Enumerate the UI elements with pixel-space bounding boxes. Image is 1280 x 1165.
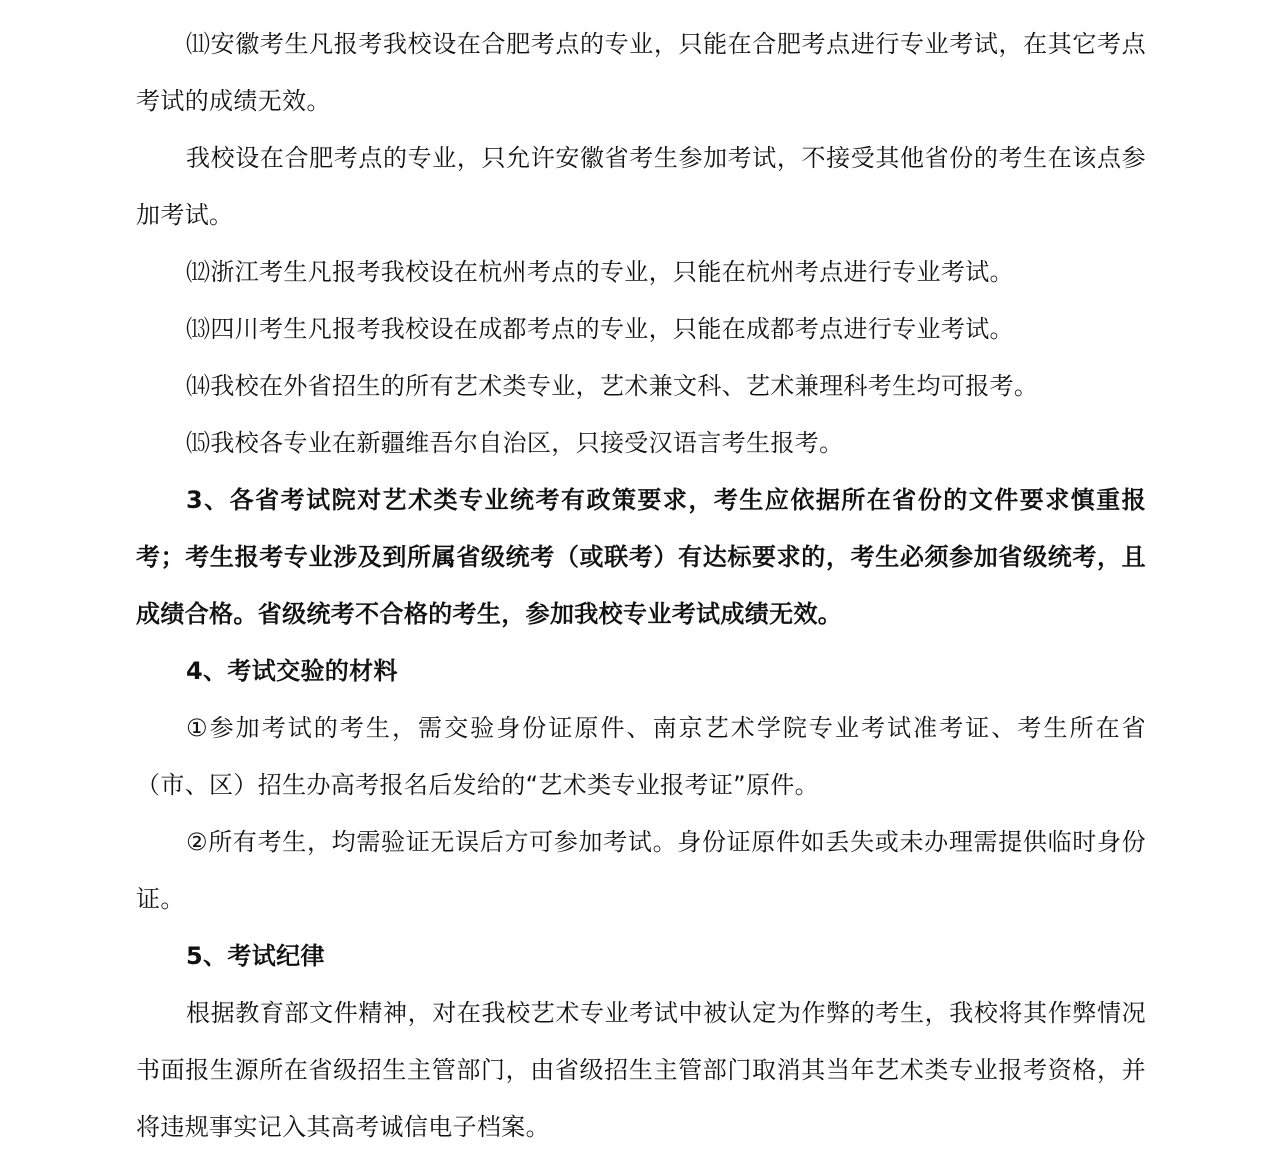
- paragraph-anhui-exam-site: ⑾安徽考生凡报考我校设在合肥考点的专业，只能在合肥考点进行专业考试，在其它考点考试的成绩无效。: [136, 30, 1146, 115]
- paragraph-hefei-restriction: 我校设在合肥考点的专业，只允许安徽省考生参加考试，不接受其他省份的考生在该点参加考试。: [136, 144, 1146, 229]
- heading-exam-materials: 4、考试交验的材料: [186, 657, 398, 685]
- document-body: [136, 16, 1146, 1156]
- heading-exam-discipline: 5、考试纪律: [186, 942, 325, 970]
- paragraph-materials-required: ①参加考试的考生，需交验身份证原件、南京艺术学院专业考试准考证、考生所在省（市、区）招生办高考报名后发给的“艺术类专业报考证”原件。: [136, 714, 1146, 799]
- paragraph-provincial-exam-policy: 3、各省考试院对艺术类专业统考有政策要求，考生应依据所在省份的文件要求慎重报考；考生报考专业涉及到所属省级统考（或联考）有达标要求的，考生必须参加省级统考，且成绩合格。省级统考不合格的考生，参加我校专业考试成绩无效。: [136, 486, 1146, 628]
- paragraph-xinjiang-restriction: ⒂我校各专业在新疆维吾尔自治区，只接受汉语言考生报考。: [186, 429, 844, 457]
- paragraph-art-majors-eligibility: ⒁我校在外省招生的所有艺术类专业，艺术兼文科、艺术兼理科考生均可报考。: [186, 372, 1039, 400]
- paragraph-verification: ②所有考生，均需验证无误后方可参加考试。身份证原件如丢失或未办理需提供临时身份证。: [136, 828, 1146, 913]
- paragraph-sichuan-exam-site: ⒀四川考生凡报考我校设在成都考点的专业，只能在成都考点进行专业考试。: [186, 315, 1014, 343]
- paragraph-cheating-policy: 根据教育部文件精神，对在我校艺术专业考试中被认定为作弊的考生，我校将其作弊情况书面报生源所在省级招生主管部门，由省级招生主管部门取消其当年艺术类专业报考资格，并将违规事实记入其高考诚信电子档案。: [136, 999, 1146, 1141]
- paragraph-zhejiang-exam-site: ⑿浙江考生凡报考我校设在杭州考点的专业，只能在杭州考点进行专业考试。: [186, 258, 1014, 286]
